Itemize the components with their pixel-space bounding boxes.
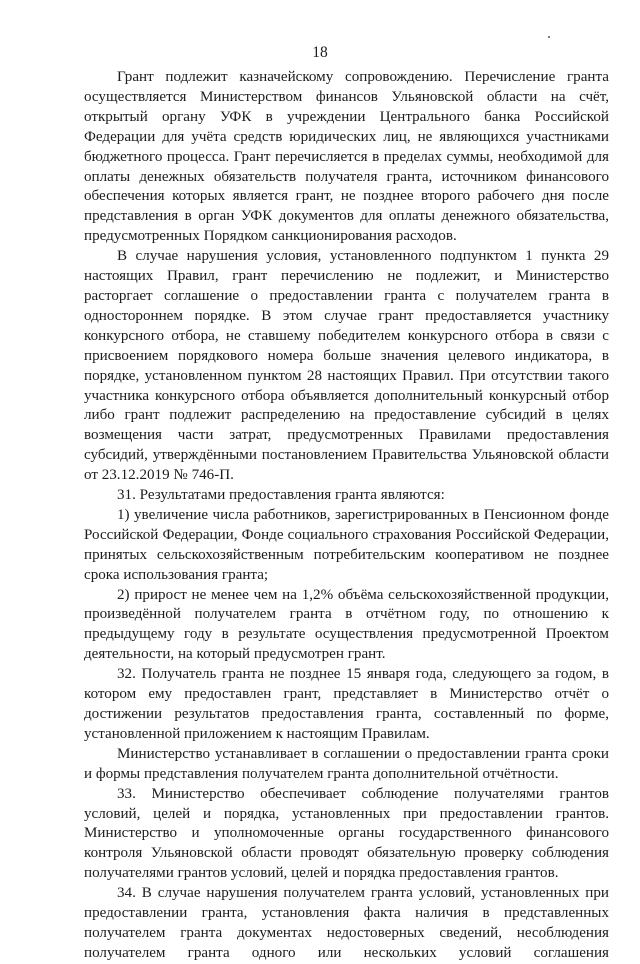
paragraph-result-1: 1) увеличение числа работников, зарегистрированных в Пенсионном фонде Российской Федерации, Фонде социального страхования Российской Федерации, принятых сельскохозяйственным потребительским кооперативом не позднее срока использования гранта; (84, 506, 609, 583)
paragraph-result-2: 2) прирост не менее чем на 1,2% объёма сельскохозяйственной продукции, произведённой получателем гранта в отчётном году, по отношению к предыдущему году в результате осуществления предусмотренной Проектом деятельности, на который предусмотрен грант. (84, 586, 609, 663)
document-body (84, 68, 609, 964)
paragraph-violation-case: В случае нарушения условия, установленного подпунктом 1 пункта 29 настоящих Правил, грант перечислению не подлежит, и Министерство расторгает соглашение о предоставлении гранта с получателем гранта в одностороннем порядке. В этом случае грант предоставляется участнику конкурсного отбора, не ставшему победителем конкурсного отбора в связи с присвоением порядкового номера больше значения целевого индикатора, в порядке, установленном пунктом 28 настоящих Правил. При отсутствии такого участника конкурсного отбора объявляется дополнительный конкурсный отбор либо грант подлежит распределению на предоставление субсидий в целях возмещения части затрат, предусмотренных Правилами предоставления субсидий, утверждёнными постановлением Правительства Ульяновской области от 23.12.2019 № 746-П. (84, 248, 609, 484)
paragraph-item-33: 33. Министерство обеспечивает соблюдение получателями грантов условий, целей и порядка, установленных при предоставлении грантов. Министерство и уполномоченные органы государственного финансового контроля Ульяновской области проводят обязательную проверку соблюдения получателями грантов условий, целей и порядка предоставления грантов. (84, 785, 609, 882)
scan-artifact-dot (548, 36, 550, 38)
paragraph-item-34: 34. В случае нарушения получателем гранта условий, установленных при предоставлении гранта, установления факта наличия в представленных получателем гранта документах недостоверных сведений, несоблюдения получателем гранта одного или нескольких условий соглашения (84, 885, 609, 961)
page-number: 18 (312, 44, 328, 61)
paragraph-additional-reporting: Министерство устанавливает в соглашении о предоставлении гранта сроки и формы представления получателем гранта дополнительной отчётности. (84, 745, 609, 782)
paragraph-item-32: 32. Получатель гранта не позднее 15 января года, следующего за годом, в котором ему предоставлен грант, представляет в Министерство отчёт о достижении результатов предоставления гранта, составленный по форме, установленной приложением к настоящим Правилам. (84, 666, 609, 742)
paragraph-item-31: 31. Результатами предоставления гранта являются: (117, 487, 445, 504)
paragraph-grant-treasury: Грант подлежит казначейскому сопровождению. Перечисление гранта осуществляется Министерством финансов Ульяновской области на счёт, открытый органу УФК в учреждении Центрального банка Российской Федерации для учёта средств юридических лиц, не являющихся участниками бюджетного процесса. Грант перечисляется в пределах суммы, необходимой для оплаты денежных обязательств получателя гранта, источником финансового обеспечения которых является грант, не позднее второго рабочего дня после представления в орган УФК документов для оплаты денежного обязательства, предусмотренных Порядком санкционирования расходов. (84, 69, 609, 245)
